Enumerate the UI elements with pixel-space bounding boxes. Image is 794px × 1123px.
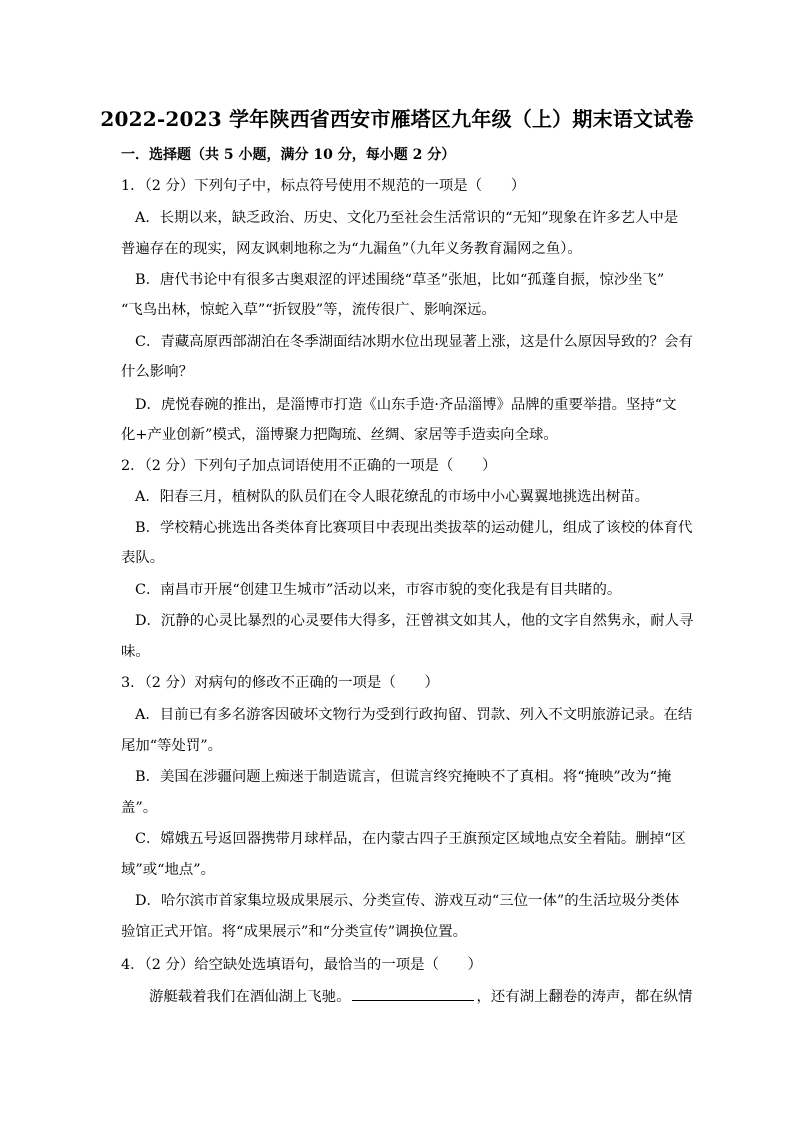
question-2-stem: 2．（2 分）下列句子加点词语使用不正确的一项是（ ） (121, 458, 497, 474)
q3-option-b: B．美国在涉疆问题上痴迷于制造谎言，但谎言终究掩映不了真相。将“掩映”改为“掩 (135, 769, 672, 785)
q1-option-c-cont: 什么影响？ (121, 364, 193, 380)
q1-option-d-cont: 化+产业创新”模式，淄博聚力把陶琉、丝绸、家居等手造卖向全球。 (121, 427, 558, 443)
q2-option-b-cont: 表队。 (121, 550, 165, 566)
q1-option-a-cont: 普遍存在的现实，网友讽刺地称之为“九漏鱼”（九年义务教育漏网之鱼）。 (121, 241, 582, 257)
q3-option-a-cont: 尾加“等处罚”。 (121, 738, 223, 754)
q3-option-c: C．嫦娥五号返回器携带月球样品，在内蒙古四子王旗预定区域地点安全着陆。删掉“区 (135, 831, 686, 847)
question-3-stem: 3．（2 分）对病句的修改不正确的一项是（ ） (121, 675, 439, 691)
exam-title: 2022-2023 学年陕西省西安市雁塔区九年级（上）期末语文试卷 (100, 107, 694, 131)
question-1-stem: 1．（2 分）下列句子中，标点符号使用不规范的一项是（ ） (121, 178, 526, 194)
q1-option-c: C．青藏高原西部湖泊在冬季湖面结冰期水位出现显著上涨，这是什么原因导致的？会有 (135, 334, 693, 350)
q3-option-d: D．哈尔滨市首家集垃圾成果展示、分类宣传、游戏互动“三位一体”的生活垃圾分类体 (135, 893, 680, 909)
q3-option-b-cont: 盖”。 (121, 800, 158, 816)
q2-option-b: B．学校精心挑选出各类体育比赛项目中表现出类拔萃的运动健儿，组成了该校的体育代 (135, 520, 693, 536)
q3-option-c-cont: 域”或“地点”。 (121, 862, 216, 878)
q1-option-b-cont: “飞鸟出林，惊蛇入草”“折钗股”等，流传很广、影响深远。 (121, 302, 496, 318)
question-4-stem: 4．（2 分）给空缺处选填语句，最恰当的一项是（ ） (121, 957, 483, 973)
q2-option-d: D．沉静的心灵比暴烈的心灵要伟大得多，汪曾祺文如其人，他的文字自然隽永，耐人寻 (135, 613, 694, 629)
section-heading: 一．选择题（共 5 小题，满分 10 分，每小题 2 分） (121, 147, 456, 163)
q4-passage (149, 986, 692, 1007)
q1-option-b: B．唐代书论中有很多古奥艰涩的评述围绕“草圣”张旭，比如“孤蓬自振，惊沙坐飞” (135, 272, 665, 288)
q4-passage-part2: ，还有湖上翻卷的涛声，都在纵情 (476, 989, 693, 1005)
q1-option-d: D．虎悦春碗的推出，是淄博市打造《山东手造·齐品淄博》品牌的重要举措。坚持“文 (135, 397, 677, 413)
q2-option-d-cont: 味。 (121, 644, 150, 660)
q2-option-c: C．南昌市开展“创建卫生城市”活动以来，市容市貌的变化我是有目共睹的。 (135, 582, 622, 598)
q2-option-a: A．阳春三月，植树队的队员们在令人眼花缭乱的市场中小心翼翼地挑选出树苗。 (135, 489, 650, 505)
q3-option-a: A．目前已有多名游客因破坏文物行为受到行政拘留、罚款、列入不文明旅游记录。在结 (135, 707, 693, 723)
q4-passage-part1: 游艇载着我们在酒仙湖上飞驰。 (149, 989, 351, 1005)
q1-option-a: A．长期以来，缺乏政治、历史、文化乃至社会生活常识的“无知”现象在许多艺人中是 (135, 210, 679, 226)
q3-option-d-cont: 验馆正式开馆。将“成果展示”和“分类宣传”调换位置。 (121, 924, 468, 940)
fill-in-blank[interactable] (352, 986, 474, 1001)
